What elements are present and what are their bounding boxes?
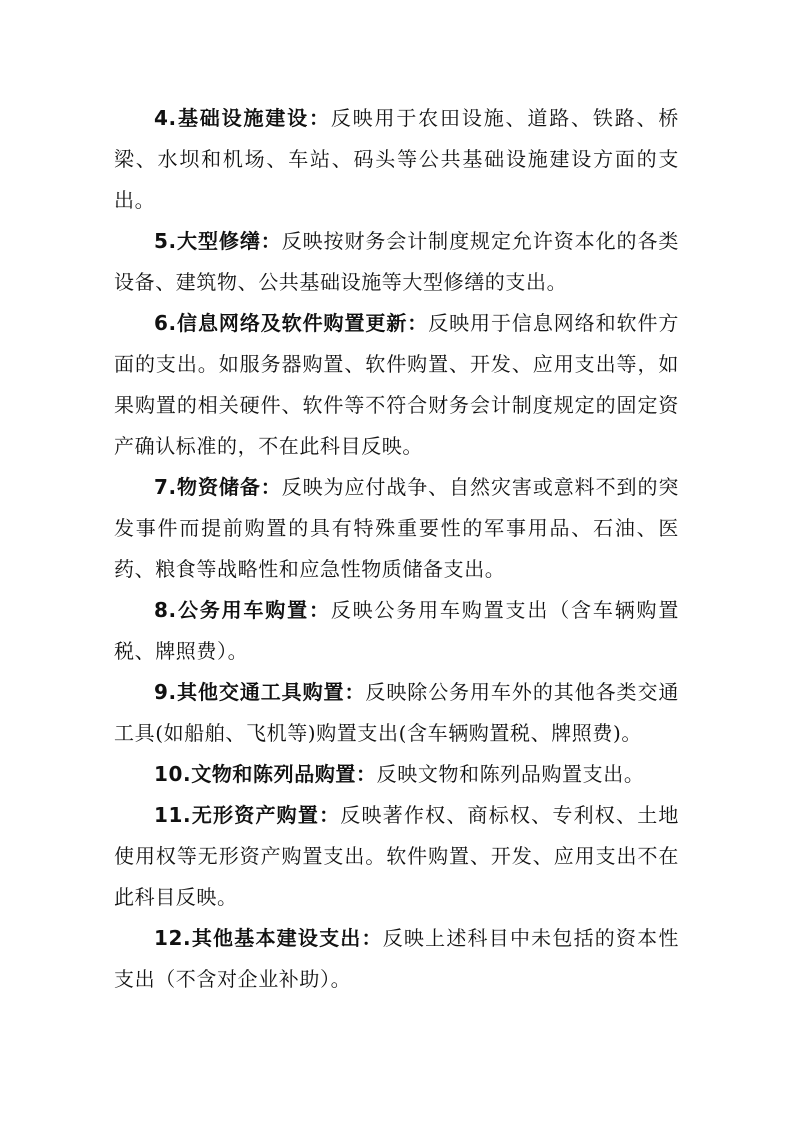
item-text: 反映用于信息网络和软件方面的支出。如服务器购置、软件购置、开发、应用支出等，如果购置的相关硬件、软件等不符合财务会计制度规定的固定资产确认标准的，不在此科目反映。: [114, 311, 679, 458]
list-item-it-software: [114, 303, 679, 467]
document-body: [114, 98, 679, 1000]
item-label: 9.其他交通工具购置：: [154, 680, 366, 704]
list-item-official-vehicles: [114, 590, 679, 672]
item-text: 反映著作权、商标权、专利权、土地使用权等无形资产购置支出。软件购置、开发、应用支出不在此科目反映。: [114, 803, 679, 909]
list-item-intangible-assets: [114, 795, 679, 918]
list-item-other-transport: [114, 672, 679, 754]
item-label: 6.信息网络及软件购置更新：: [154, 311, 429, 335]
item-text: 反映公务用车购置支出（含车辆购置税、牌照费）。: [114, 598, 679, 663]
list-item-other-capital: [114, 918, 679, 1000]
item-label: 5.大型修缮：: [154, 229, 282, 253]
list-item-material-reserves: [114, 467, 679, 590]
item-label: 7.物资储备：: [154, 475, 282, 499]
list-item-cultural-relics: [114, 754, 679, 795]
item-label: 8.公务用车购置：: [154, 598, 331, 622]
item-text: 反映上述科目中未包括的资本性支出（不含对企业补助）。: [114, 926, 679, 991]
item-text: 反映用于农田设施、道路、铁路、桥梁、水坝和机场、车站、码头等公共基础设施建设方面的支出。: [114, 106, 679, 212]
item-text: 反映文物和陈列品购置支出。: [376, 762, 645, 786]
item-label: 11.无形资产购置：: [154, 803, 341, 827]
item-text: 反映为应付战争、自然灾害或意料不到的突发事件而提前购置的具有特殊重要性的军事用品、石油、医药、粮食等战略性和应急性物质储备支出。: [114, 475, 679, 581]
item-label: 12.其他基本建设支出：: [154, 926, 383, 950]
item-text: 反映按财务会计制度规定允许资本化的各类设备、建筑物、公共基础设施等大型修缮的支出。: [114, 229, 679, 294]
list-item-infrastructure: [114, 98, 679, 221]
item-text: 反映除公务用车外的其他各类交通工具(如船舶、飞机等)购置支出(含车辆购置税、牌照费)。: [114, 680, 679, 745]
item-label: 4.基础设施建设：: [154, 106, 331, 130]
item-label: 10.文物和陈列品购置：: [154, 762, 377, 786]
list-item-major-repairs: [114, 221, 679, 303]
